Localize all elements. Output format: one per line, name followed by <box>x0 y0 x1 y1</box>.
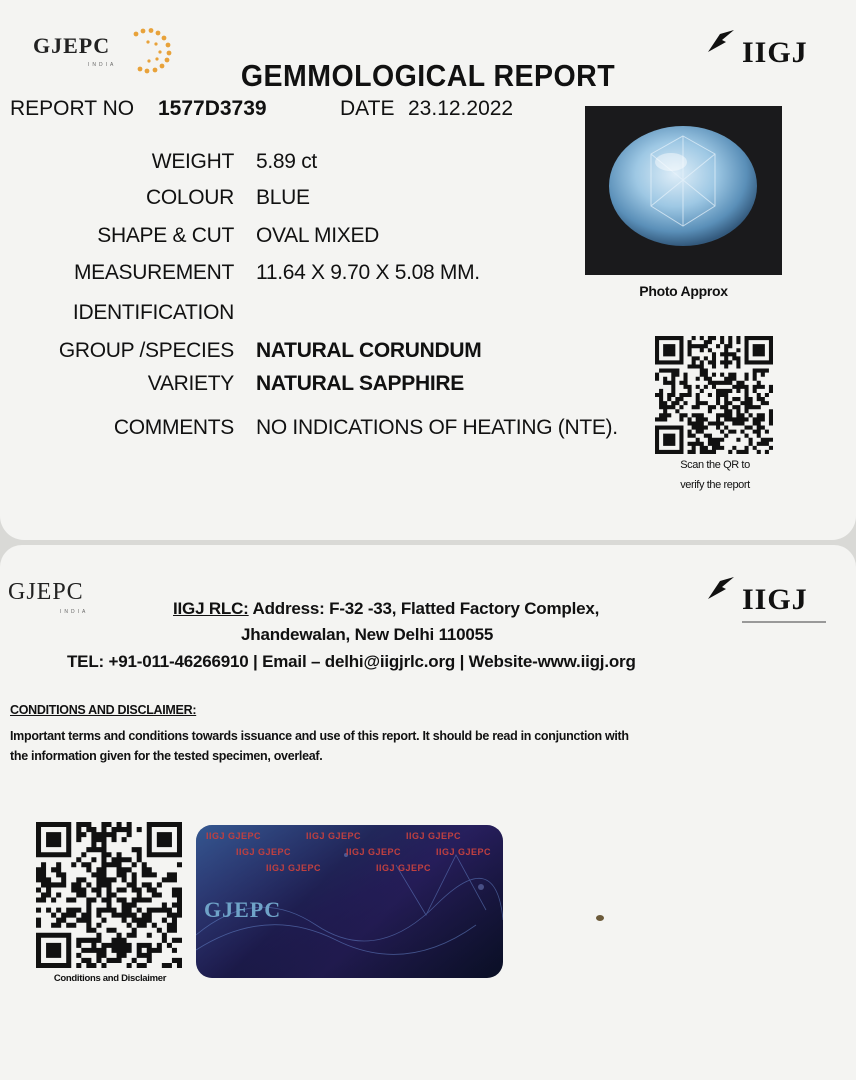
report-title: GEMMOLOGICAL REPORT <box>240 58 616 93</box>
detail-label: GROUP /SPECIES <box>58 339 234 362</box>
detail-label: COMMENTS <box>113 416 234 439</box>
detail-row-variety <box>0 372 640 404</box>
detail-row-weight <box>0 150 640 182</box>
detail-row-comments <box>0 416 640 448</box>
gjepc-logo-subtext: INDIA <box>88 62 117 68</box>
detail-label: VARIETY <box>147 372 234 395</box>
detail-value: BLUE <box>256 186 310 209</box>
conditions-line2: the information given for the tested specimen, overleaf. <box>10 749 323 763</box>
report-no-value: 1577D3739 <box>158 97 267 120</box>
detail-label: IDENTIFICATION <box>72 301 234 324</box>
iigj-underline <box>742 621 826 623</box>
detail-value: OVAL MIXED <box>256 224 380 247</box>
report-no-label: REPORT NO <box>10 97 135 120</box>
qr-caption-line2: verify the report <box>680 479 750 491</box>
conditions-line1: Important terms and conditions towards issuance and use of this report. It should be read in conjunction with <box>10 729 629 743</box>
detail-row-group-species <box>0 339 640 371</box>
gem-photo <box>585 106 782 275</box>
detail-label: SHAPE & CUT <box>97 224 234 247</box>
address-rest: Address: F-32 -33, Flatted Factory Complex, <box>248 599 600 618</box>
verify-qr-code-icon[interactable] <box>655 336 773 454</box>
address-line2: Jhandewalan, New Delhi 110055 <box>241 625 494 644</box>
hologram-text-row: IIGJ GJEPC <box>346 847 402 857</box>
address-line1 <box>173 599 599 619</box>
disclaimer-qr-code-icon[interactable] <box>36 822 182 968</box>
conditions-text <box>10 726 850 766</box>
detail-value: NATURAL SAPPHIRE <box>256 372 464 395</box>
detail-label: COLOUR <box>145 186 234 209</box>
iigj-logo-text: IIGJ <box>742 583 808 616</box>
qr-caption: Conditions and Disclaimer <box>53 973 167 984</box>
hologram-text-row: IIGJ GJEPC <box>406 831 462 841</box>
hologram-text-row: IIGJ GJEPC <box>376 863 432 873</box>
gjepc-logo <box>33 33 110 59</box>
security-hologram <box>196 825 503 978</box>
hologram-text-row: IIGJ GJEPC <box>236 847 292 857</box>
hologram-text-row: IIGJ GJEPC <box>266 863 322 873</box>
gjepc-logo-text: GJEPC <box>33 33 111 58</box>
hologram-text-row: IIGJ GJEPC <box>436 847 492 857</box>
contact-line: TEL: +91-011-46266910 | Email – delhi@iigjrlc.org | Website-www.iigj.org <box>67 652 636 671</box>
detail-row-measurement <box>0 261 640 293</box>
hologram-text-row: IIGJ GJEPC <box>206 831 262 841</box>
detail-row-identification <box>0 301 640 333</box>
detail-label: MEASUREMENT <box>73 261 234 284</box>
address-prefix: IIGJ RLC: <box>173 599 249 618</box>
date-value: 23.12.2022 <box>408 97 514 120</box>
date-label: DATE <box>340 97 395 120</box>
gjepc-logo-subtext: INDIA <box>60 609 89 615</box>
detail-value: NATURAL CORUNDUM <box>256 339 482 362</box>
iigj-arrow-icon <box>706 28 736 54</box>
hologram-text-row: IIGJ GJEPC <box>306 831 362 841</box>
conditions-heading: CONDITIONS AND DISCLAIMER: <box>10 703 197 717</box>
hologram-logo: GJEPC <box>204 897 282 922</box>
detail-value: NO INDICATIONS OF HEATING (NTE). <box>256 416 618 439</box>
surface-speck <box>596 915 604 921</box>
iigj-logo-text: IIGJ <box>742 36 808 69</box>
sapphire-gem-icon <box>585 106 782 275</box>
iigj-arrow-icon <box>706 575 736 601</box>
detail-value: 5.89 ct <box>256 150 317 173</box>
photo-caption: Photo Approx <box>639 283 728 299</box>
detail-label: WEIGHT <box>151 150 234 173</box>
gjepc-logo-text: GJEPC <box>8 579 84 605</box>
qr-caption <box>650 455 780 495</box>
detail-row-colour <box>0 186 640 218</box>
detail-row-shape-cut <box>0 224 640 256</box>
report-card-back <box>0 545 856 1080</box>
detail-value: 11.64 X 9.70 X 5.08 MM. <box>256 261 480 284</box>
qr-caption-line1: Scan the QR to <box>680 459 750 471</box>
